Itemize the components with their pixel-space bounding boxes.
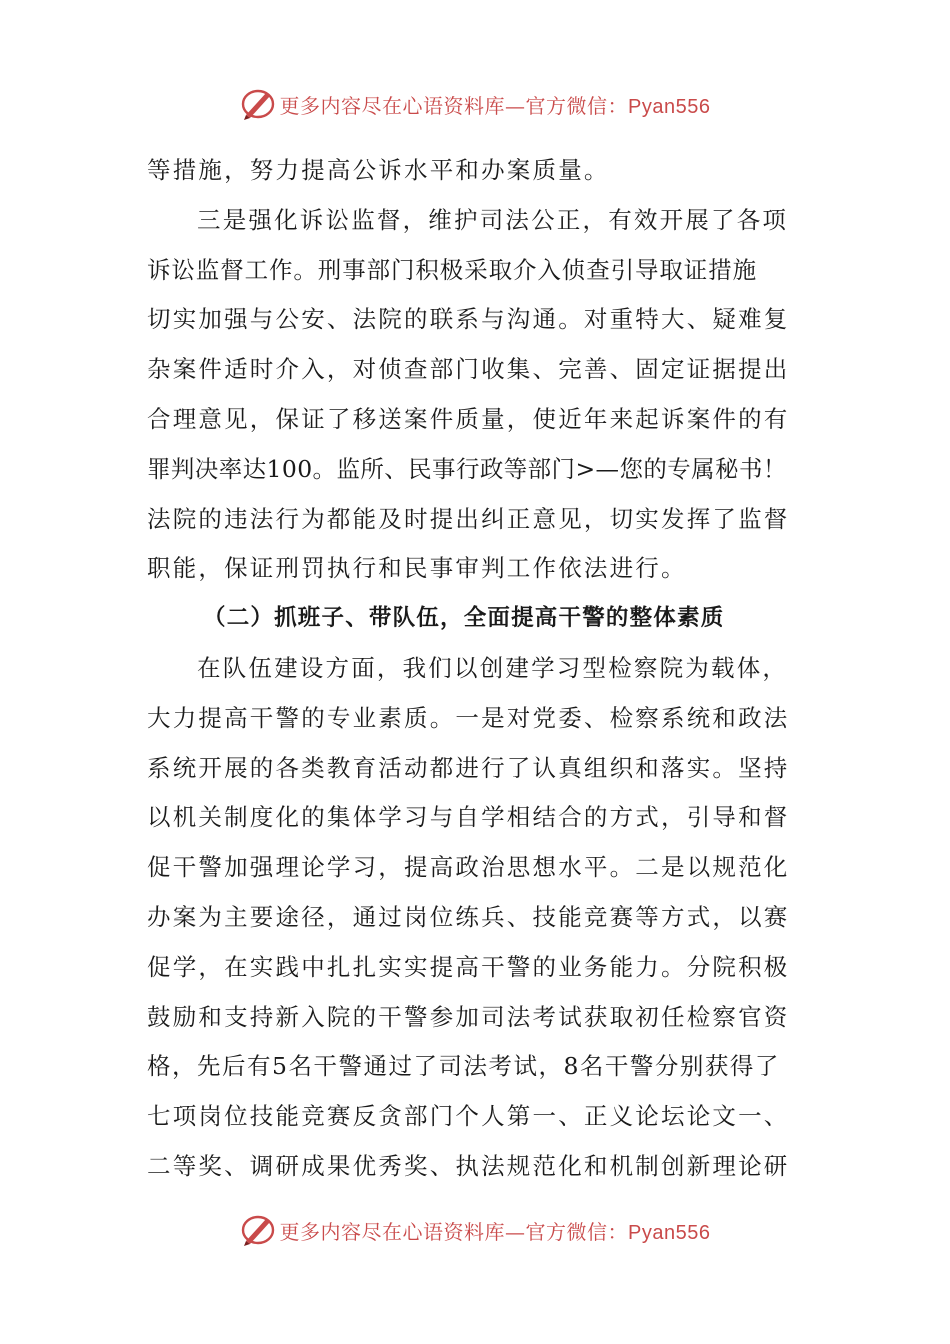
text-line-8: 法院的违法行为都能及时提出纠正意见，切实发挥了监督 <box>147 504 790 533</box>
text-line-3: 诉讼监督工作。刑事部门积极采取介入侦查引导取证措施 <box>147 255 757 284</box>
footer-banner-text: 更多内容尽在心语资料库—官方微信：Pyan556 <box>279 1219 711 1244</box>
text-line-16: 办案为主要途径，通过岗位练兵、技能竞赛等方式，以赛 <box>147 902 790 931</box>
section-heading: （二）抓班子、带队伍，全面提高干警的整体素质 <box>203 605 725 632</box>
text-line-13: 系统开展的各类教育活动都进行了认真组织和落实。坚持 <box>147 753 790 782</box>
text-line-1: 等措施，努力提高公诉水平和办案质量。 <box>147 156 610 184</box>
text-line-21: 二等奖、调研成果优秀奖、执法规范化和机制创新理论研 <box>147 1151 790 1180</box>
header-banner-id: Pyan556 <box>628 95 711 118</box>
text-line-15: 促干警加强理论学习，提高政治思想水平。二是以规范化 <box>147 853 790 882</box>
text-line-11: 在队伍建设方面，我们以创建学习型检察院为载体， <box>197 653 789 682</box>
text-line-6: 合理意见，保证了移送案件质量，使近年来起诉案件的有 <box>147 404 790 433</box>
footer-banner-id: Pyan556 <box>628 1221 711 1244</box>
text-line-17: 促学，在实践中扎扎实实提高干警的业务能力。分院积极 <box>147 952 790 981</box>
pen-logo-icon <box>240 87 276 121</box>
text-line-2: 三是强化诉讼监督，维护司法公正，有效开展了各项 <box>197 205 789 234</box>
text-line-18: 鼓励和支持新入院的干警参加司法考试获取初任检察官资 <box>147 1002 790 1031</box>
text-line-7: 罪判决率达100。监所、民事行政等部门>—您的专属秘书！ <box>147 454 787 483</box>
text-line-14: 以机关制度化的集体学习与自学相结合的方式，引导和督 <box>147 803 790 832</box>
header-banner <box>0 84 950 124</box>
header-banner-text: 更多内容尽在心语资料库—官方微信：Pyan556 <box>279 93 711 118</box>
footer-banner <box>0 1210 950 1250</box>
text-line-5: 杂案件适时介入，对侦查部门收集、完善、固定证据提出 <box>147 355 790 384</box>
document-body <box>147 146 807 1192</box>
text-line-12: 大力提高干警的专业素质。一是对党委、检察系统和政法 <box>147 703 790 732</box>
text-line-9: 职能，保证刑罚执行和民事审判工作依法进行。 <box>147 554 687 583</box>
pen-logo-icon <box>240 1213 276 1247</box>
text-line-4: 切实加强与公安、法院的联系与沟通。对重特大、疑难复 <box>147 305 790 334</box>
text-line-19: 格，先后有5名干警通过了司法考试，8名干警分别获得了 <box>147 1052 780 1081</box>
text-line-20: 七项岗位技能竞赛反贪部门个人第一、正义论坛论文一、 <box>147 1102 790 1131</box>
